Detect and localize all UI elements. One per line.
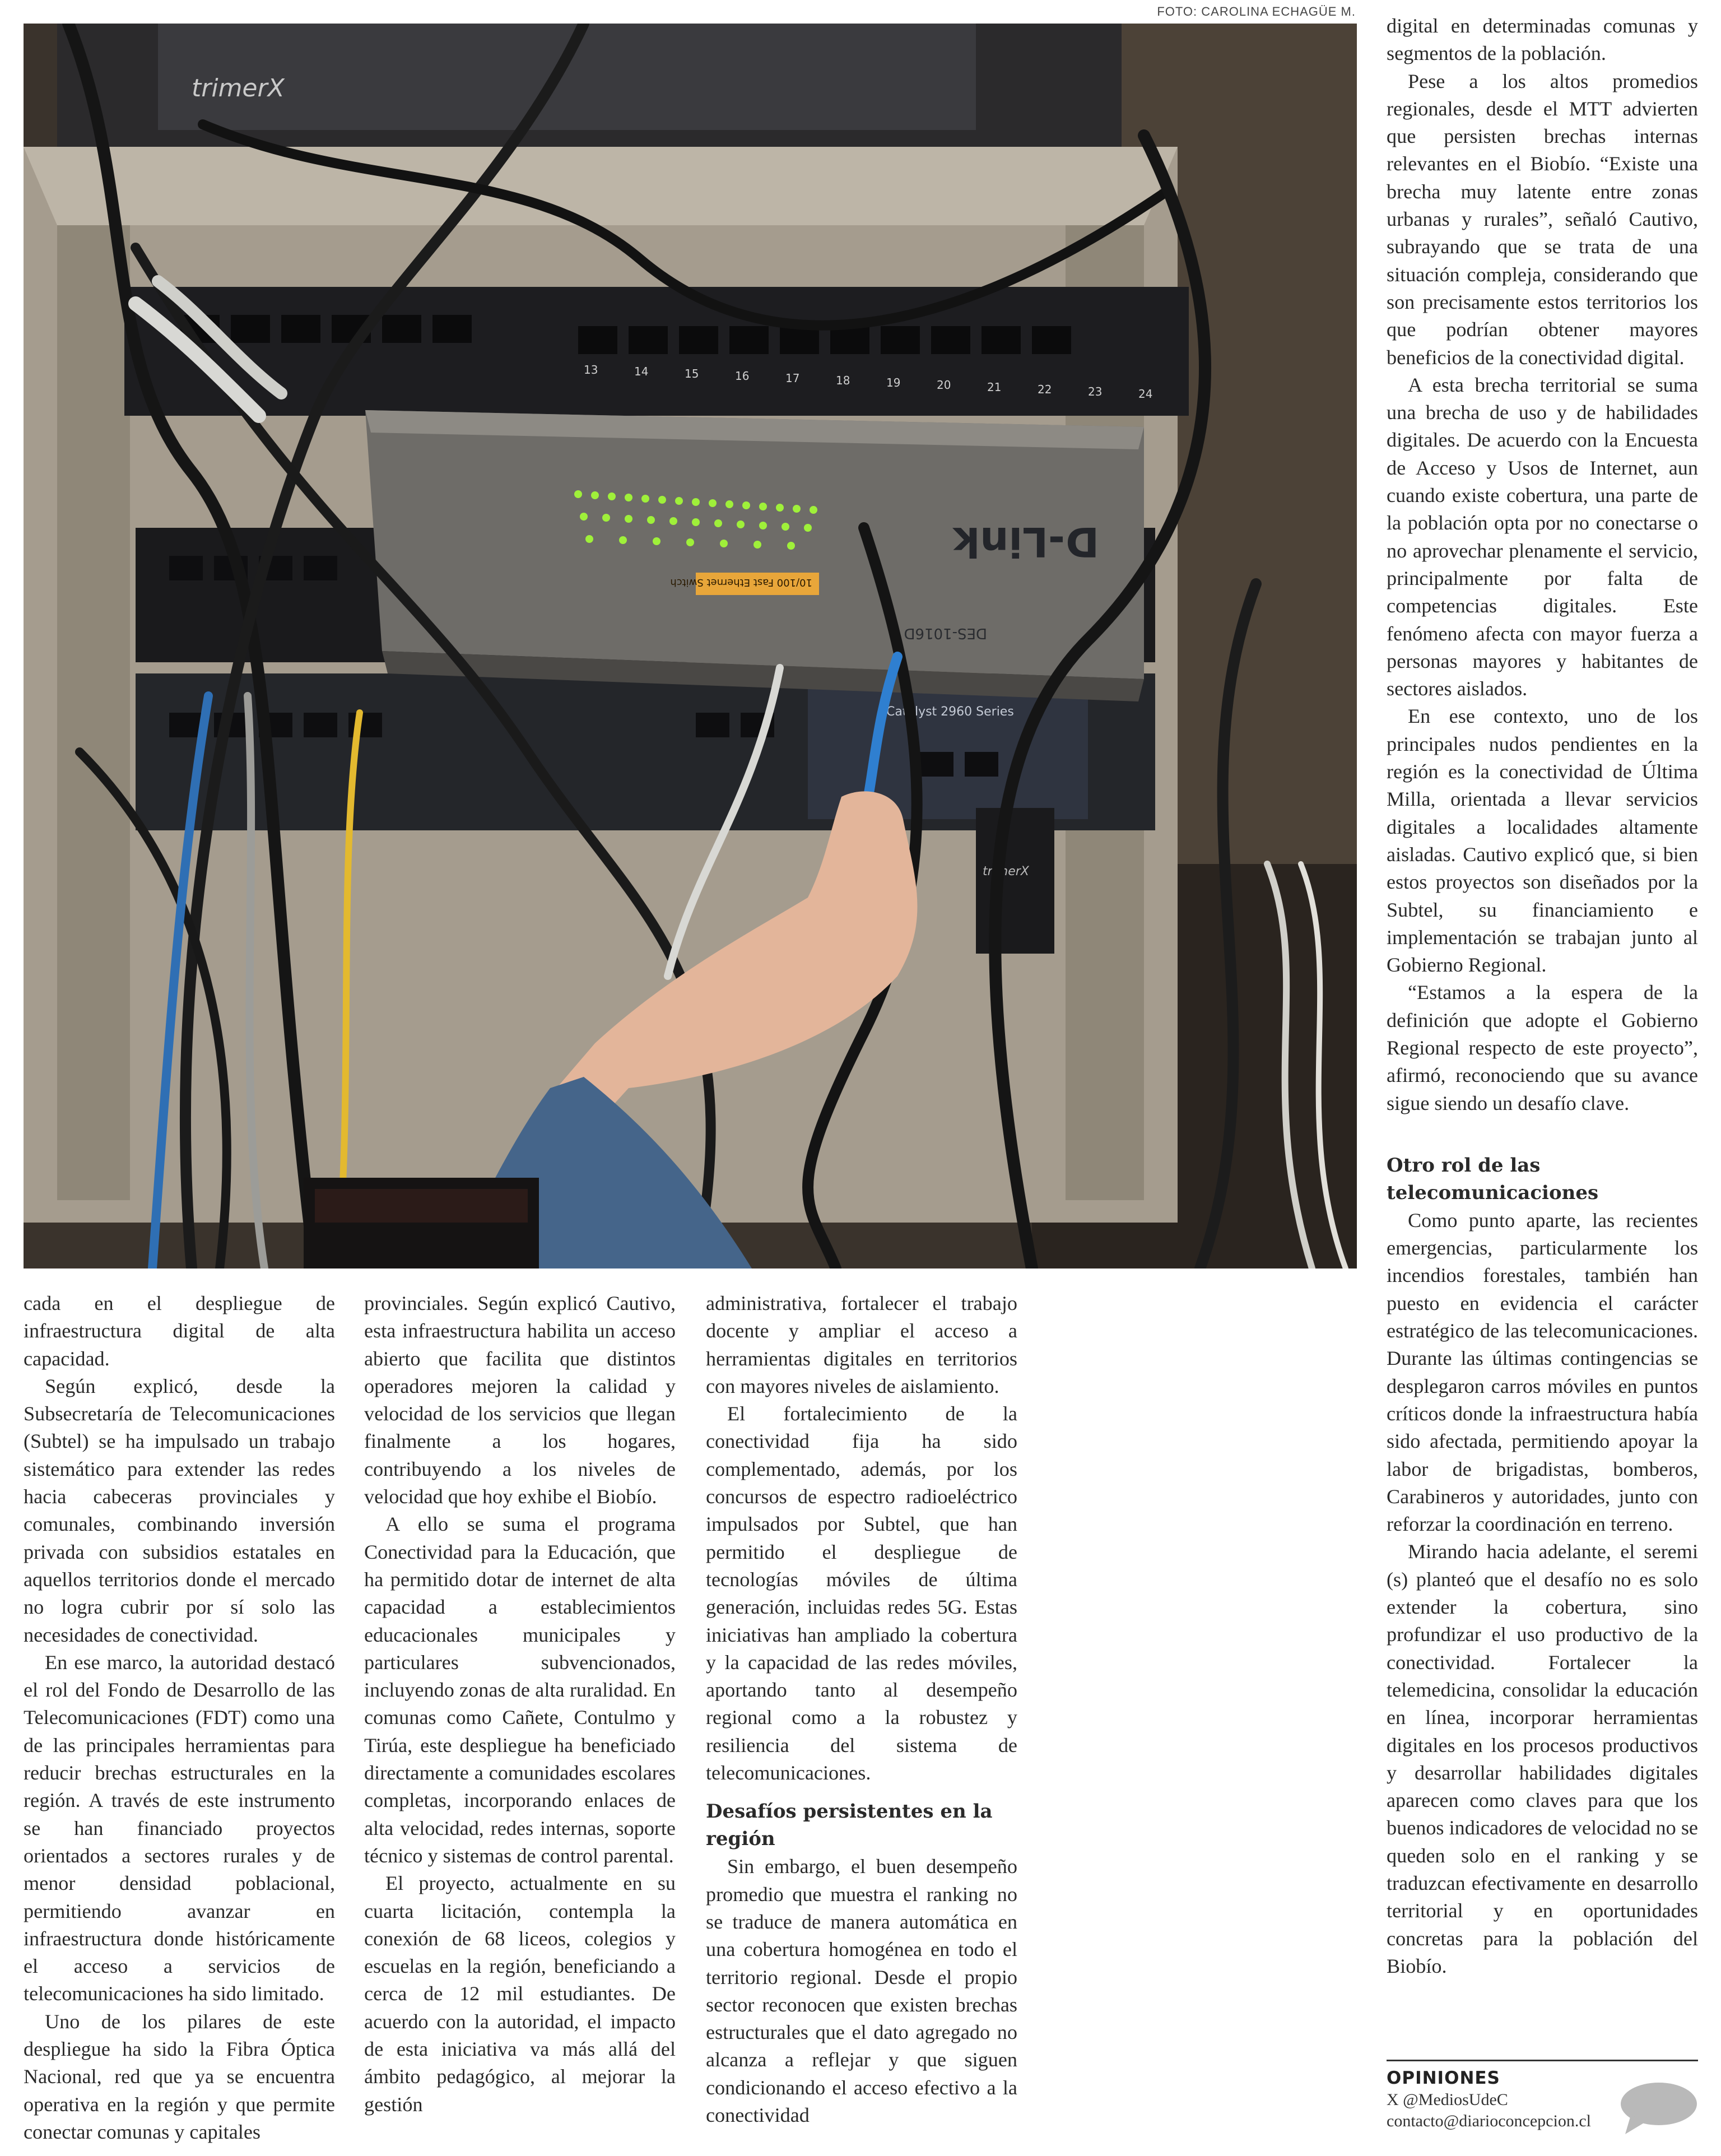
paragraph: Según explicó, desde la Subsecretaría de Telecomunicaciones (Subtel) se ha impulsado un trabajo sistemático para extender las redes hacia cabeceras provinciales y comunales, combinando inversión privada con subsidios estatales en aquellos territorios donde el mercado no logra cubrir por sí solo las necesidades de conectividad. bbox=[24, 1374, 335, 1646]
photo-credit: FOTO: CAROLINA ECHAGÜE M. bbox=[1157, 4, 1356, 18]
switch-model: DES-1016D bbox=[904, 625, 987, 642]
brand-bottom-label: trimerX bbox=[983, 865, 1029, 879]
paragraph: Mirando hacia adelante, el seremi (s) planteó que el desafío no es solo extender la cobertura, sino profundizar el uso productivo de la conectividad. Fortalecer la telemedicina, consolidar la educación en línea, incorporar herramientas digitales en los procesos productivos y desarrollar habilidades digitales aparecen como claves para que los buenos indicadores de velocidad no se queden solo en el ranking y se traduzcan efectivamente en desarrollo territorial y en oportunidades concretas para la población del Biobío. bbox=[1387, 1540, 1698, 1977]
paragraph: Como punto aparte, las recientes emergencias, particularmente los incendios forestales, también han puesto en evidencia el carácter estratégico de las telecomunicaciones. Durante las últimas contingencias se desplegaron carros móviles en puntos críticos donde la infraestructura había sido afectada, permitiendo apoyar la labor de brigadistas, bomberos, Carabineros y autoridades, junto con reforzar la coordinación en terreno. bbox=[1387, 1209, 1698, 1536]
patch-number: 24 bbox=[1138, 387, 1153, 401]
paragraph: “Estamos a la espera de la definición que adopte el Gobierno Regional respecto de este proyecto”, afirmó, reconociendo que su avance sigue siendo un desafío clave. bbox=[1387, 981, 1698, 1114]
patch-number: 14 bbox=[634, 365, 649, 378]
paragraph: El fortalecimiento de la conectividad fija ha sido complementado, además, por los concursos de espectro radioeléctrico impulsados por Subtel, que han permitido el despliegue de tecnologías móviles de última generación, incluidas redes 5G. Estas iniciativas han ampliado la cobertura y la capacidad de las redes móviles, aportando tanto al desempeño regional como a la robustez y resiliencia del sistema de telecomunicaciones. bbox=[706, 1402, 1017, 1785]
paragraph: digital en determinadas comunas y segmentos de la población. bbox=[1387, 15, 1698, 65]
patch-number: 21 bbox=[987, 380, 1002, 394]
paragraph: administrativa, fortalecer el trabajo docente y ampliar el acceso a herramientas digitales en territorios con mayores niveles de aislamiento. bbox=[706, 1292, 1017, 1397]
patch-number: 15 bbox=[685, 367, 699, 380]
cisco-label: Catalyst 2960 Series bbox=[886, 705, 1014, 719]
twitter-handle[interactable]: X @MediosUdeC bbox=[1387, 2090, 1508, 2109]
patch-number: 22 bbox=[1038, 383, 1052, 396]
speech-bubble-icon bbox=[1614, 2081, 1698, 2135]
paragraph: Pese a los altos promedios regionales, desde el MTT advierten que persisten brechas internas relevantes en el Biobío. “Existe una brecha muy latente entre zonas urbanas y rurales”, señaló Cautivo, subrayando que se trata de una situación compleja, considerando que son precisamente estos territorios los que podrían obtener mayores beneficios de la conectividad digital. bbox=[1387, 69, 1698, 369]
paragraph: Uno de los pilares de este despliegue ha sido la Fibra Óptica Nacional, red que ya se encuentra operativa en la región y que permite conectar comunas y capitales bbox=[24, 2010, 335, 2143]
article-column-2 bbox=[364, 1290, 676, 2118]
patch-number: 18 bbox=[836, 374, 850, 387]
rack-illustration bbox=[24, 24, 1357, 1268]
opiniones-title: OPINIONES bbox=[1387, 2068, 1500, 2088]
brand-top-label: trimerX bbox=[192, 74, 285, 103]
paragraph: Sin embargo, el buen desempeño promedio que muestra el ranking no se traduce de manera automática en una cobertura homogénea en todo el territorio regional. Desde el propio sector reconocen que existen brechas estructurales que el dato agregado no alcanza a reflejar y que siguen condicionando el acceso efectivo a la conectividad bbox=[706, 1855, 1017, 2127]
article-column-1 bbox=[24, 1290, 335, 2146]
patch-number: 16 bbox=[735, 369, 750, 383]
paragraph: En ese contexto, uno de los principales nudos pendientes en la región es la conectividad de Última Milla, orientada a llevar servicios digitales a localidades altamente aisladas. Cautivo explicó que, si bien estos proyectos son diseñados por la Subtel, su financiamiento e implementación se trabajan junto al Gobierno Regional. bbox=[1387, 705, 1698, 977]
patch-number: 20 bbox=[937, 378, 951, 392]
article-column-4 bbox=[1387, 12, 1698, 1980]
paragraph: A esta brecha territorial se suma una brecha de uso y de habilidades digitales. De acuerdo con la Encuesta de Acceso y Usos de Internet, aun cuando existe cobertura, una parte de la población opta por no conectarse o no aprovechar plenamente el servicio, principalmente por falta de competencias digitales. Este fenómeno afecta con mayor fuerza a personas mayores y habitantes de sectores aislados. bbox=[1387, 373, 1698, 700]
switch-brand: D-Link bbox=[953, 518, 1099, 565]
section-heading: Otro rol de las telecomunicaciones bbox=[1387, 1154, 1599, 1204]
paragraph: El proyecto, actualmente en su cuarta licitación, contempla la conexión de 68 liceos, colegios y escuelas en la región, beneficiando a cerca de 12 mil estudiantes. De acuerdo con la autoridad, el impacto de esta iniciativa va más allá del ámbito pedagógico, al mejorar la gestión bbox=[364, 1872, 676, 2116]
article-column-3 bbox=[706, 1290, 1017, 2129]
photo-network-rack bbox=[24, 24, 1357, 1268]
switch-badge: 10/100 Fast Ethernet Switch bbox=[670, 577, 812, 588]
patch-number: 23 bbox=[1088, 385, 1103, 398]
patch-number: 17 bbox=[785, 371, 800, 385]
patch-number: 13 bbox=[584, 363, 598, 377]
section-heading: Desafíos persistentes en la región bbox=[706, 1800, 993, 1851]
patch-number: 19 bbox=[886, 376, 901, 389]
paragraph: A ello se suma el programa Conectividad para la Educación, que ha permitido dotar de internet de alta capacidad a establecimientos educacionales municipales y particulares subvencionados, incluyendo zonas de alta ruralidad. En comunas como Cañete, Contulmo y Tirúa, este despliegue ha beneficiado directamente a comunidades escolares completas, incorporando enlaces de alta velocidad, redes internas, soporte técnico y sistemas de control parental. bbox=[364, 1513, 676, 1867]
paragraph: En ese marco, la autoridad destacó el rol del Fondo de Desarrollo de las Telecomunicaciones (FDT) como una de las principales herramientas para reducir brechas estructurales en la región. A través de este instrumento se han financiado proyectos orientados a sectores rurales y de menor densidad poblacional, permitiendo avanzar en infraestructura donde históricamente el acceso a servicios de telecomunicaciones ha sido limitado. bbox=[24, 1651, 335, 2005]
contact-email[interactable]: contacto@diarioconcepcion.cl bbox=[1387, 2112, 1591, 2130]
opiniones-footer bbox=[1387, 2060, 1698, 2132]
paragraph: cada en el despliegue de infraestructura digital de alta capacidad. bbox=[24, 1292, 335, 1370]
paragraph: provinciales. Según explicó Cautivo, esta infraestructura habilita un acceso abierto que facilita que distintos operadores mejoren la calidad y velocidad de los servicios que llegan finalmente a los hogares, contribuyendo a los niveles de velocidad que hoy exhibe el Biobío. bbox=[364, 1292, 676, 1508]
